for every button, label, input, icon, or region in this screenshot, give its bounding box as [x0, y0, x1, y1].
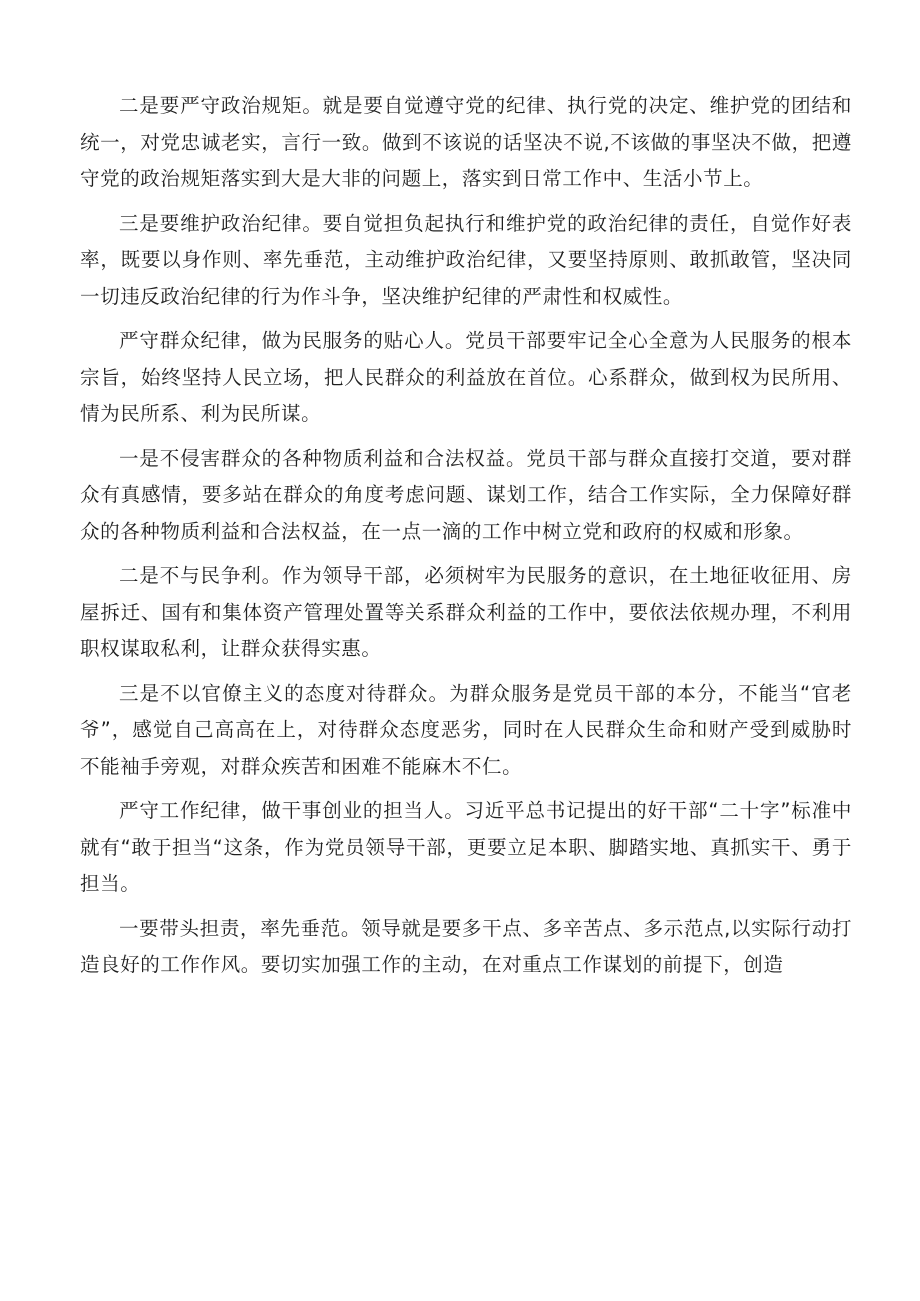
paragraph-mass-discipline: 严守群众纪律，做为民服务的贴心人。党员干部要牢记全心全意为人民服务的根本宗旨，始终坚持人民立场，把人民群众的利益放在首位。心系群众，做到权为民所用、情为民所系、利为民所谋。 — [80, 329, 852, 425]
document-body — [80, 88, 852, 992]
paragraph-political-discipline: 三是要维护政治纪律。要自觉担负起执行和维护党的政治纪律的责任，自觉作好表率，既要以身作则、率先垂范，主动维护政治纪律，又要坚持原则、敢抓敢管，坚决同一切违反政治纪律的行为作斗争，坚决维护纪律的严肃性和权威性。 — [80, 211, 852, 308]
paragraph-work-discipline: 严守工作纪律，做干事创业的担当人。习近平总书记提出的好干部“二十字”标准中就有“敢于担当“这条，作为党员领导干部，更要立足本职、脚踏实地、真抓实干、勇于担当。 — [80, 799, 852, 895]
paragraph-no-profit-competition: 二是不与民争利。作为领导干部，必须树牢为民服务的意识，在土地征收征用、房屋拆迁、国有和集体资产管理处置等关系群众利益的工作中，要依法依规办理，不利用职权谋取私利，让群众获得实惠。 — [80, 564, 852, 660]
paragraph-political-rules: 二是要严守政治规矩。就是要自觉遵守党的纪律、执行党的决定、维护党的团结和统一，对党忠诚老实，言行一致。做到不该说的话坚决不说,不该做的事坚决不做，把遵守党的政治规矩落实到大是大非的问题上，落实到日常工作中、生活小节上。 — [80, 94, 852, 190]
paragraph-no-bureaucracy: 三是不以官僚主义的态度对待群众。为群众服务是党员干部的本分，不能当“官老爷”，感觉自己高高在上，对待群众态度恶劣，同时在人民群众生命和财产受到威胁时不能袖手旁观，对群众疾苦和困难不能麻木不仁。 — [80, 681, 852, 778]
paragraph-lead-by-example: 一要带头担责，率先垂范。领导就是要多干点、多辛苦点、多示范点,以实际行动打造良好的工作作风。要切实加强工作的主动，在对重点工作谋划的前提下，创造 — [80, 916, 852, 976]
paragraph-no-infringement: 一是不侵害群众的各种物质利益和合法权益。党员干部与群众直接打交道，要对群众有真感情，要多站在群众的角度考虑问题、谋划工作，结合工作实际，全力保障好群众的各种物质利益和合法权益，在一点一滴的工作中树立党和政府的权威和形象。 — [80, 446, 852, 543]
